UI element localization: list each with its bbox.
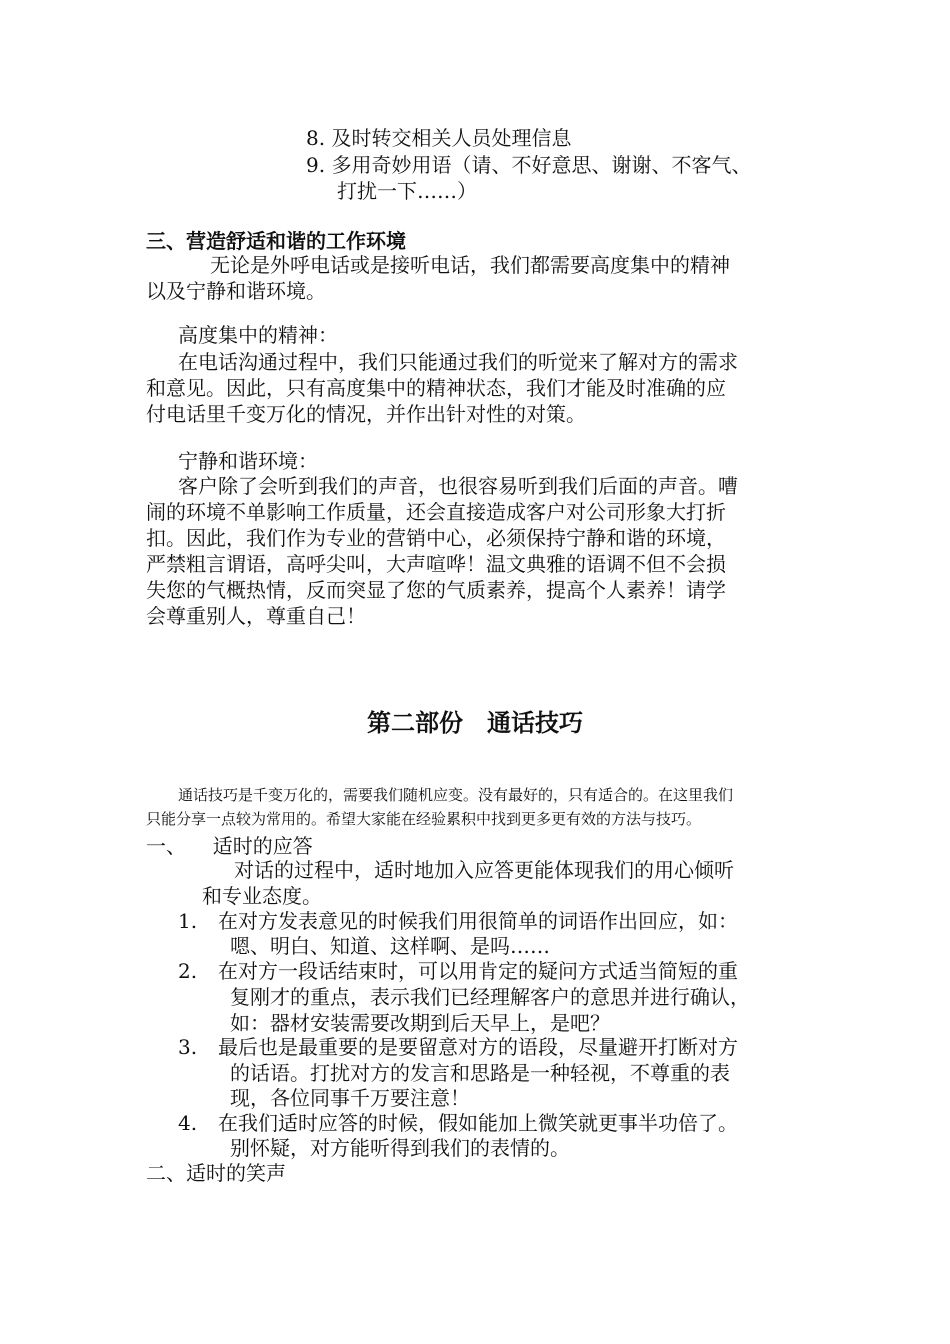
- list-item-text: 如：器材安装需要改期到后天早上，是吧？: [230, 1011, 610, 1035]
- paragraph-line: 严禁粗言谓语，高呼尖叫，大声喧哗！温文典雅的语调不但不会损: [146, 552, 726, 576]
- subsection-title: 适时的应答: [212, 834, 313, 858]
- paragraph-line: 扣。因此，我们作为专业的营销中心，必须保持宁静和谐的环境，: [146, 526, 726, 550]
- subsection-number: 一、: [146, 834, 186, 858]
- list-item-number: 3.: [178, 1035, 198, 1059]
- list-item: [306, 152, 751, 178]
- list-item: [306, 125, 571, 151]
- paragraph-line: 和专业态度。: [202, 884, 322, 908]
- paragraph-line: 对话的过程中，适时地加入应答更能体现我们的用心倾听: [234, 858, 734, 882]
- list-item-text: 多用奇妙用语（请、不好意思、谢谢、不客气、: [331, 153, 752, 177]
- list-item-text: 在对方一段话结束时，可以用肯定的疑问方式适当简短的重: [218, 959, 738, 983]
- subsection-heading: [146, 833, 313, 859]
- intro-line: 通话技巧是千变万化的，需要我们随机应变。没有最好的，只有适合的。在这里我们: [178, 786, 734, 804]
- list-item-text: 的话语。打扰对方的发言和思路是一种轻视，不尊重的表: [230, 1061, 730, 1085]
- list-item-text: 及时转交相关人员处理信息: [331, 126, 572, 150]
- subsection-heading: 二、适时的笑声: [146, 1161, 286, 1185]
- intro-line: 只能分享一点较为常用的。希望大家能在经验累积中找到更多更有效的方法与技巧。: [146, 810, 702, 828]
- list-item-text: 最后也是最重要的是要留意对方的语段，尽量避开打断对方: [218, 1035, 738, 1059]
- paragraph-line: 在电话沟通过程中，我们只能通过我们的听觉来了解对方的需求: [178, 350, 738, 374]
- list-item-number: 9.: [306, 153, 326, 177]
- list-item-text: 在我们适时应答的时候，假如能加上微笑就更事半功倍了。: [218, 1111, 738, 1135]
- list-item-text: 嗯、明白、知道、这样啊、是吗……: [230, 934, 550, 958]
- subheading: 宁静和谐环境：: [178, 449, 318, 473]
- paragraph-line: 付电话里千变万化的情况，并作出针对性的对策。: [146, 402, 586, 426]
- list-item-number: 1.: [178, 909, 198, 933]
- paragraph-line: 会尊重别人，尊重自己！: [146, 604, 366, 628]
- paragraph-line: 客户除了会听到我们的声音，也很容易听到我们后面的声音。嘈: [178, 474, 738, 498]
- paragraph-line: 闹的环境不单影响工作质量，还会直接造成客户对公司形象大打折: [146, 500, 726, 524]
- list-item-text: 别怀疑，对方能听得到我们的表情的。: [230, 1136, 570, 1160]
- list-item-number: 8.: [306, 126, 326, 150]
- list-item-text: 复刚才的重点，表示我们已经理解客户的意思并进行确认，: [230, 985, 750, 1009]
- section-heading: 三、营造舒适和谐的工作环境: [146, 229, 406, 253]
- paragraph-line: 以及宁静和谐环境。: [146, 279, 326, 303]
- subheading: 高度集中的精神：: [178, 323, 338, 347]
- part-title: 第二部份 通话技巧: [367, 709, 583, 737]
- paragraph-line: 无论是外呼电话或是接听电话，我们都需要高度集中的精神: [210, 253, 730, 277]
- paragraph-line: 和意见。因此，只有高度集中的精神状态，我们才能及时准确的应: [146, 376, 726, 400]
- paragraph-line: 失您的气概热情，反而突显了您的气质素养，提高个人素养！请学: [146, 578, 726, 602]
- list-item-number: 2.: [178, 959, 198, 983]
- list-item-continuation: 打扰一下……）: [337, 179, 477, 203]
- list-item-number: 4.: [178, 1111, 198, 1135]
- list-item-text: 在对方发表意见的时候我们用很简单的词语作出回应，如：: [218, 909, 738, 933]
- list-item-text: 现，各位同事千万要注意！: [230, 1086, 470, 1110]
